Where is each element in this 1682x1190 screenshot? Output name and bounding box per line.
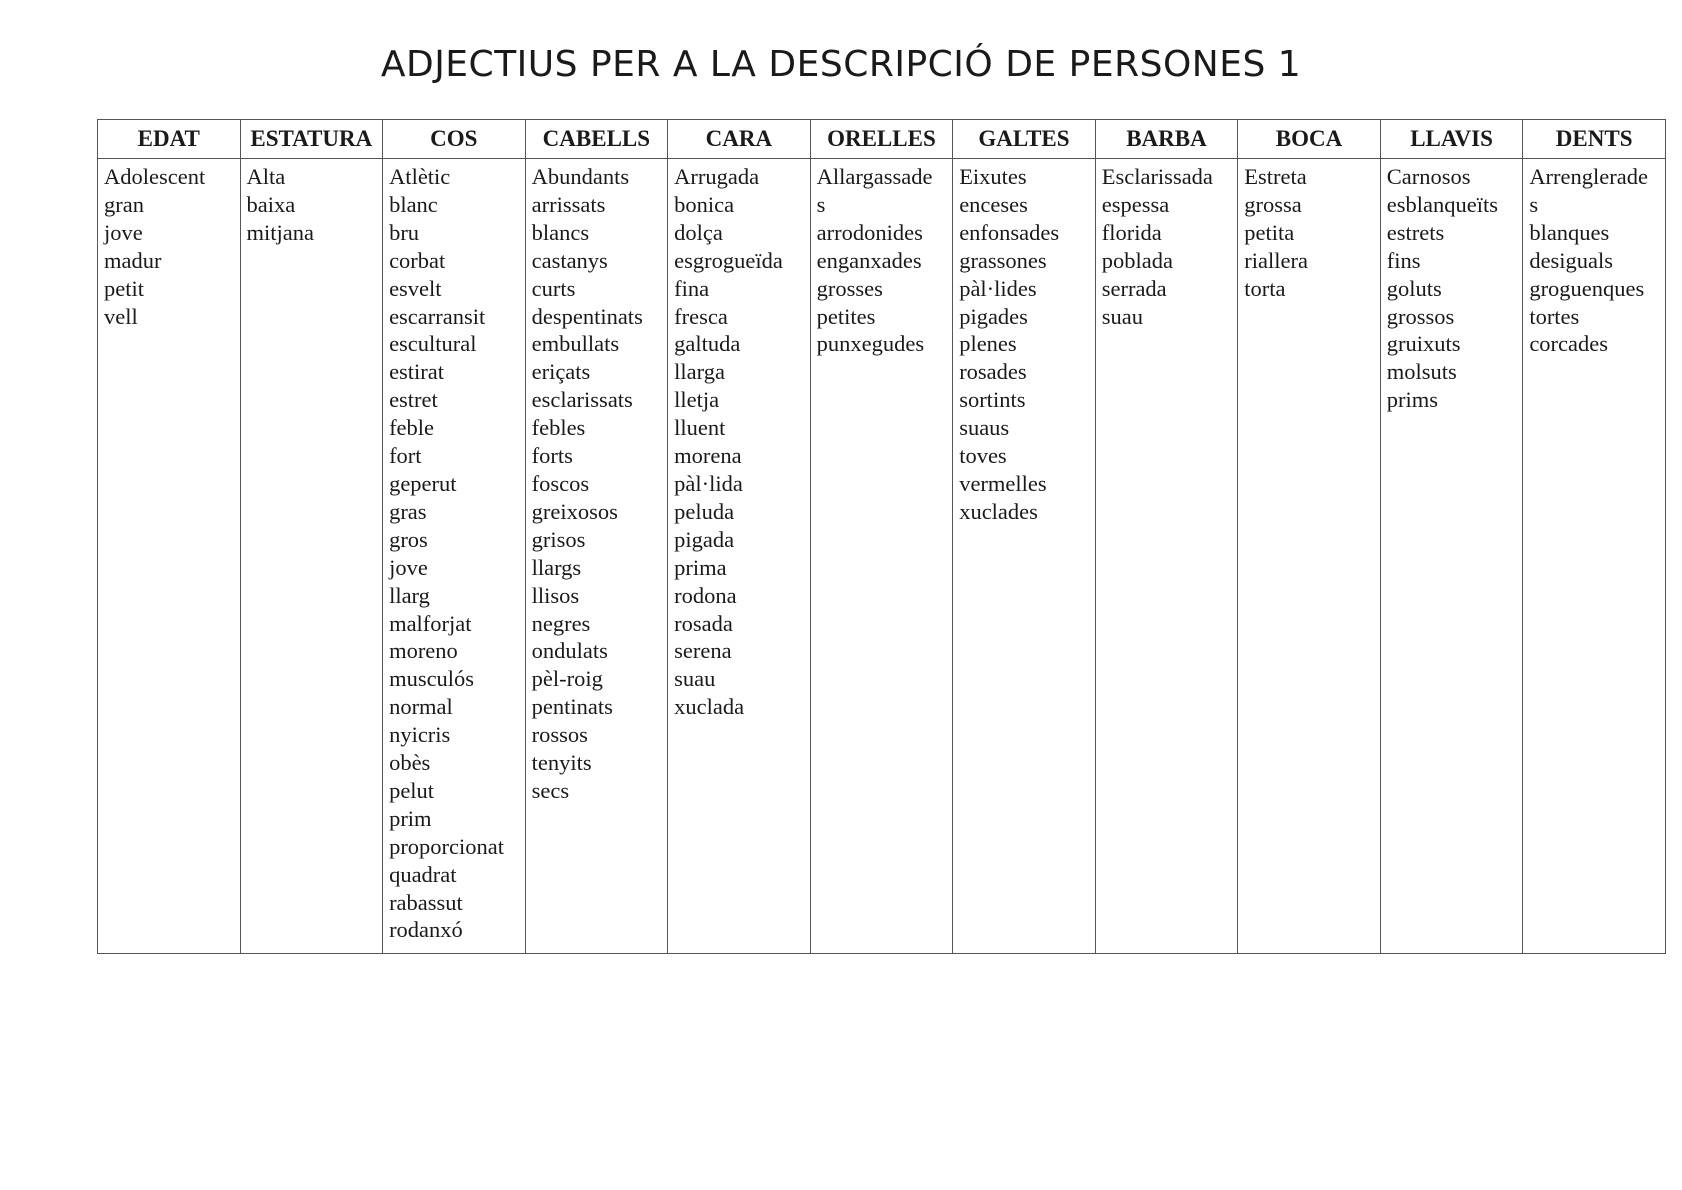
word-list-dents (1523, 159, 1666, 954)
word-item: rosades (959, 359, 1027, 385)
word-item: serena (674, 638, 732, 664)
word-item: torta (1244, 275, 1286, 301)
word-item: grossa (1244, 191, 1302, 217)
word-item: mitjana (246, 219, 315, 245)
word-item: jove (104, 219, 143, 245)
column-header-boca: BOCA (1238, 120, 1381, 159)
word-item: petit (104, 275, 144, 301)
word-item: Abundants (531, 164, 630, 189)
header-row (98, 120, 1666, 159)
word-item: espessa (1101, 191, 1170, 217)
word-item: toves (959, 443, 1007, 469)
adjectives-table (97, 119, 1666, 954)
word-item: blanques (1529, 219, 1610, 245)
word-item: bonica (674, 191, 735, 217)
column-header-estatura: ESTATURA (240, 120, 383, 159)
word-item: forts (531, 443, 573, 469)
word-item: gros (389, 526, 428, 552)
word-item: Atlètic (389, 164, 451, 189)
word-item: feble (389, 415, 435, 441)
word-item: groguenques (1529, 275, 1645, 301)
word-item: pèl-roig (531, 666, 603, 692)
word-item: molsuts (1386, 359, 1457, 385)
word-item: tortes (1529, 303, 1580, 329)
word-item: s (1529, 191, 1539, 217)
word-item: pentinats (531, 694, 613, 720)
word-item: nyicris (389, 722, 451, 748)
word-item: lletja (674, 387, 720, 413)
word-item: moreno (389, 638, 458, 664)
word-item: llisos (531, 582, 580, 608)
word-item: fins (1386, 247, 1421, 273)
word-item: estret (389, 387, 438, 413)
word-item: goluts (1386, 275, 1442, 301)
word-item: esvelt (389, 275, 442, 301)
word-item: plenes (959, 331, 1017, 357)
word-item: llarg (389, 582, 430, 608)
word-item: Adolescent (104, 164, 206, 189)
word-item: blanc (389, 191, 438, 217)
word-item: pàl·lida (674, 470, 743, 496)
column-header-cara: CARA (668, 120, 811, 159)
word-item: grossos (1386, 303, 1455, 329)
word-item: greixosos (531, 498, 618, 524)
word-item: Arrenglerade (1529, 164, 1648, 189)
word-item: rosada (674, 610, 733, 636)
word-item: escultural (389, 331, 477, 357)
column-header-galtes: GALTES (953, 120, 1096, 159)
word-item: xuclades (959, 498, 1038, 524)
word-item: gruixuts (1386, 331, 1461, 357)
word-item: prima (674, 554, 727, 580)
column-header-llavis: LLAVIS (1380, 120, 1523, 159)
word-item: quadrat (389, 861, 457, 887)
word-list-cabells (525, 159, 668, 954)
word-item: peluda (674, 498, 735, 524)
word-item: febles (531, 415, 586, 441)
word-item: esclarissats (531, 387, 633, 413)
word-item: gras (389, 498, 427, 524)
word-item: malforjat (389, 610, 472, 636)
word-item: fresca (674, 303, 728, 329)
word-item: dolça (674, 219, 723, 245)
word-item: serrada (1101, 275, 1167, 301)
column-header-barba: BARBA (1095, 120, 1238, 159)
word-item: punxegudes (816, 331, 925, 357)
word-item: enceses (959, 191, 1028, 217)
word-item: arrodonides (816, 219, 923, 245)
word-item: castanys (531, 247, 608, 273)
word-item: suaus (959, 415, 1010, 441)
word-list-galtes (953, 159, 1096, 954)
word-item: morena (674, 443, 742, 469)
word-item: petita (1244, 219, 1295, 245)
word-item: Arrugada (674, 164, 760, 189)
word-item: musculós (389, 666, 475, 692)
word-list-llavis (1380, 159, 1523, 954)
word-item: tenyits (531, 750, 592, 776)
word-item: geperut (389, 470, 457, 496)
word-item: llargs (531, 554, 582, 580)
word-item: sortints (959, 387, 1026, 413)
word-list-cara (668, 159, 811, 954)
word-item: esblanqueïts (1386, 191, 1499, 217)
word-item: Eixutes (959, 164, 1027, 189)
word-item: rossos (531, 722, 588, 748)
word-list-barba (1095, 159, 1238, 954)
word-item: curts (531, 275, 576, 301)
word-item: llarga (674, 359, 725, 385)
word-item: Estreta (1244, 164, 1307, 189)
word-item: grassones (959, 247, 1047, 273)
word-item: secs (531, 777, 570, 803)
word-item: fort (389, 443, 422, 469)
word-item: Esclarissada (1101, 164, 1213, 189)
word-item: estrets (1386, 219, 1445, 245)
word-list-orelles (810, 159, 953, 954)
column-header-dents: DENTS (1523, 120, 1666, 159)
word-item: xuclada (674, 694, 745, 720)
word-item: pigada (674, 526, 735, 552)
word-item: esgrogueïda (674, 247, 783, 273)
word-item: poblada (1101, 247, 1173, 273)
word-item: arrissats (531, 191, 606, 217)
word-item: vell (104, 303, 138, 329)
word-item: blancs (531, 219, 590, 245)
word-list-boca (1238, 159, 1381, 954)
word-item: proporcionat (389, 833, 505, 859)
word-item: Allargassade (816, 164, 933, 189)
word-item: riallera (1244, 247, 1308, 273)
word-item: vermelles (959, 470, 1047, 496)
word-item: petites (816, 303, 876, 329)
word-item: Carnosos (1386, 164, 1471, 189)
word-item: ondulats (531, 638, 608, 664)
word-item: eriçats (531, 359, 591, 385)
column-header-edat: EDAT (98, 120, 241, 159)
word-item: prims (1386, 387, 1439, 413)
word-item: obès (389, 750, 431, 776)
word-item: corcades (1529, 331, 1609, 357)
word-item: despentinats (531, 303, 643, 329)
word-item: rodona (674, 582, 737, 608)
word-item: embullats (531, 331, 620, 357)
word-item: suau (674, 666, 716, 692)
word-list-cos (383, 159, 526, 954)
word-item: pelut (389, 777, 435, 803)
word-item: pigades (959, 303, 1028, 329)
word-item: jove (389, 554, 428, 580)
word-item: escarransit (389, 303, 486, 329)
word-item: Alta (246, 164, 286, 189)
word-item: suau (1101, 303, 1143, 329)
word-item: corbat (389, 247, 446, 273)
words-row (98, 159, 1666, 954)
word-item: rabassut (389, 889, 463, 915)
word-item: fina (674, 275, 710, 301)
word-list-estatura (240, 159, 383, 954)
word-item: foscos (531, 470, 590, 496)
column-header-cabells: CABELLS (525, 120, 668, 159)
word-item: prim (389, 805, 432, 831)
word-item: estirat (389, 359, 445, 385)
word-item: gran (104, 191, 144, 217)
word-item: galtuda (674, 331, 741, 357)
word-list-edat (98, 159, 241, 954)
word-item: madur (104, 247, 162, 273)
word-item: s (816, 191, 826, 217)
word-item: enganxades (816, 247, 922, 273)
column-header-orelles: ORELLES (810, 120, 953, 159)
word-item: grosses (816, 275, 883, 301)
word-item: lluent (674, 415, 726, 441)
word-item: enfonsades (959, 219, 1060, 245)
word-item: pàl·lides (959, 275, 1037, 301)
word-item: florida (1101, 219, 1162, 245)
word-item: bru (389, 219, 420, 245)
page-title: ADJECTIUS PER A LA DESCRIPCIÓ DE PERSONES 1 (380, 44, 1302, 85)
word-item: desiguals (1529, 247, 1614, 273)
word-item: grisos (531, 526, 586, 552)
column-header-cos: COS (383, 120, 526, 159)
word-item: rodanxó (389, 917, 463, 943)
word-item: normal (389, 694, 453, 720)
word-item: negres (531, 610, 591, 636)
word-item: baixa (246, 191, 296, 217)
